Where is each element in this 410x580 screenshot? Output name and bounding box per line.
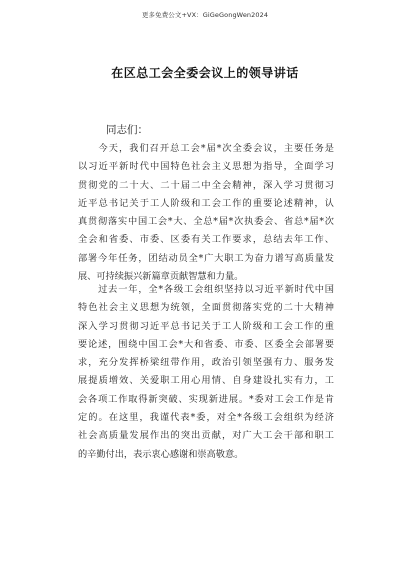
text-line: 展提质增效、关爱职工用心用情、自身建设扎实有力，工	[78, 375, 334, 387]
text-line: 过去一年，全*各级工会组织坚持以习近平新时代中国	[78, 284, 334, 295]
text-line: 特色社会主义思想为统领，全面贯彻落实党的二十大精神	[78, 302, 334, 314]
text-line: 贯彻党的二十大、二十届二中全会精神，深入学习贯彻习	[78, 179, 334, 191]
text-line: 的辛勤付出，表示衷心感谢和崇高敬意。	[78, 448, 244, 460]
text-line: 今天，我们召开总工会*届*次全委会议，主要任务是	[78, 143, 334, 154]
text-line: 部署今年任务，团结动员全*广大职工为奋力谱写高质量发	[78, 252, 334, 264]
text-line: 近平总书记关于工人阶级和工会工作的重要论述精神，认	[78, 197, 334, 209]
text-line: 深入学习贯彻习近平总书记关于工人阶级和工会工作的重	[78, 320, 334, 332]
document-title: 在区总工会全委会议上的领导讲话	[111, 66, 299, 80]
paragraph-1	[78, 140, 334, 286]
paragraph-text	[78, 281, 334, 464]
paragraph-2	[78, 281, 334, 464]
salutation: 同志们：	[106, 124, 148, 136]
text-line: 全会和省委、市委、区委有关工作要求，总结去年工作、	[78, 234, 334, 246]
text-line: 求，充分发挥桥梁纽带作用，政治引领坚强有力、服务发	[78, 357, 334, 369]
text-line: 要论述，围绕中国工会*大和省委、市委、区委全会部署要	[78, 338, 334, 350]
text-line: 定的。在这里，我谨代表*委，对全*各级工会组织为经济	[78, 412, 334, 424]
header-note: 更多免费公文+VX：GiGeGongWen2024	[141, 11, 269, 19]
text-line: 社会高质量发展作出的突出贡献，对广大工会干部和职工	[78, 430, 334, 442]
text-line: 以习近平新时代中国特色社会主义思想为指导，全面学习	[78, 161, 334, 173]
text-line: 展、可持续振兴新篇章贡献智慧和力量。	[78, 271, 244, 283]
paragraph-text	[78, 140, 334, 286]
text-line: 真贯彻落实中国工会*大、全总*届*次执委会、省总*届*次	[78, 216, 334, 228]
text-line: 会各项工作取得新突破、实现新进展。*委对工会工作是肯	[78, 393, 334, 405]
